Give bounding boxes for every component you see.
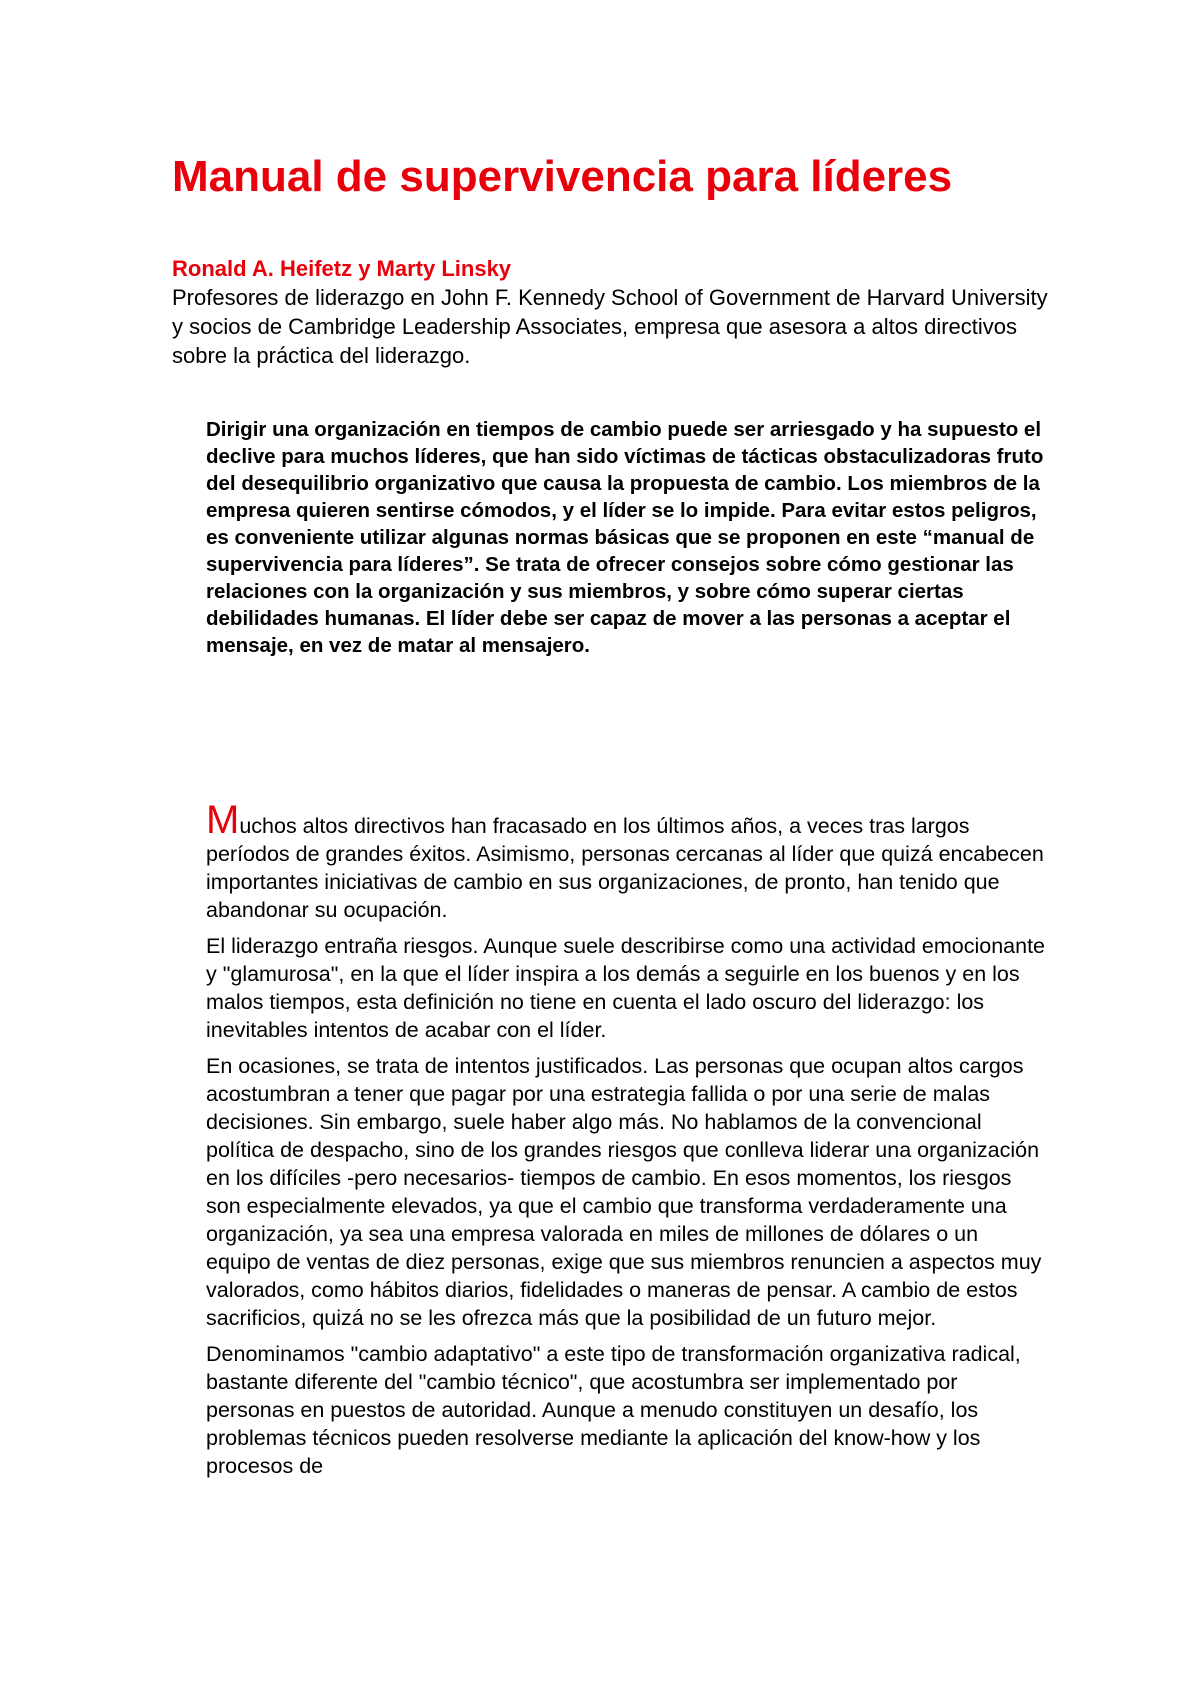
body-paragraph-1 [206, 798, 1046, 924]
article-body [206, 798, 1046, 1488]
body-paragraph-4: Denominamos "cambio adaptativo" a este tipo de transformación organizativa radical, bastante diferente del "cambio técnico", que acostumbra ser implementado por personas en puestos de autoridad. Aunque a menudo constituyen un desafío, los problemas técnicos pueden resolverse mediante la aplicación del know-how y los procesos de [206, 1342, 1021, 1478]
drop-cap-letter: M [206, 798, 240, 842]
body-paragraph-1-text: uchos altos directivos han fracasado en los últimos años, a veces tras largos períodos de grandes éxitos. Asimismo, personas cercanas al líder que quizá encabecen importantes iniciativas de cambio en sus organizaciones, de pronto, han tenido que abandonar su ocupación. [206, 814, 1044, 922]
document-authors: Ronald A. Heifetz y Marty Linsky [172, 256, 512, 281]
body-paragraph-2: El liderazgo entraña riesgos. Aunque suele describirse como una actividad emocionante y "glamurosa", en la que el líder inspira a los demás a seguirle en los buenos y en los malos tiempos, esta definición no tiene en cuenta el lado oscuro del liderazgo: los inevitables intentos de acabar con el líder. [206, 934, 1046, 1042]
document-title: Manual de supervivencia para líderes [172, 152, 953, 201]
body-paragraph-3: En ocasiones, se trata de intentos justificados. Las personas que ocupan altos cargos acostumbran a tener que pagar por una estrategia fallida o por una serie de malas decisiones. Sin embargo, suele haber algo más. No hablamos de la convencional política de despacho, sino de los grandes riesgos que conlleva liderar una organización en los difíciles -pero necesarios- tiempos de cambio. En esos momentos, los riesgos son especialmente elevados, ya que el cambio que transforma verdaderamente una organización, ya sea una empresa valorada en miles de millones de dólares o un equipo de ventas de diez personas, exige que sus miembros renuncien a aspectos muy valorados, como hábitos diarios, fidelidades o maneras de pensar. A cambio de estos sacrificios, quizá no se les ofrezca más que la posibilidad de un futuro mejor. [206, 1054, 1042, 1330]
abstract-summary: Dirigir una organización en tiempos de cambio puede ser arriesgado y ha supuesto el declive para muchos líderes, que han sido víctimas de tácticas obstaculizadoras fruto del desequilibrio organizativo que causa la propuesta de cambio. Los miembros de la empresa quieren sentirse cómodos, y el líder se lo impide. Para evitar estos peligros, es conveniente utilizar algunas normas básicas que se proponen en este “manual de supervivencia para líderes”. Se trata de ofrecer consejos sobre cómo gestionar las relaciones con la organización y sus miembros, y sobre cómo superar ciertas debilidades humanas. El líder debe ser capaz de mover a las personas a aceptar el mensaje, en vez de matar al mensajero. [206, 418, 1044, 657]
author-affiliation: Profesores de liderazgo en John F. Kennedy School of Government de Harvard University y socios de Cambridge Leadership Associates, empresa que asesora a altos directivos sobre la práctica del liderazgo. [172, 285, 1048, 368]
